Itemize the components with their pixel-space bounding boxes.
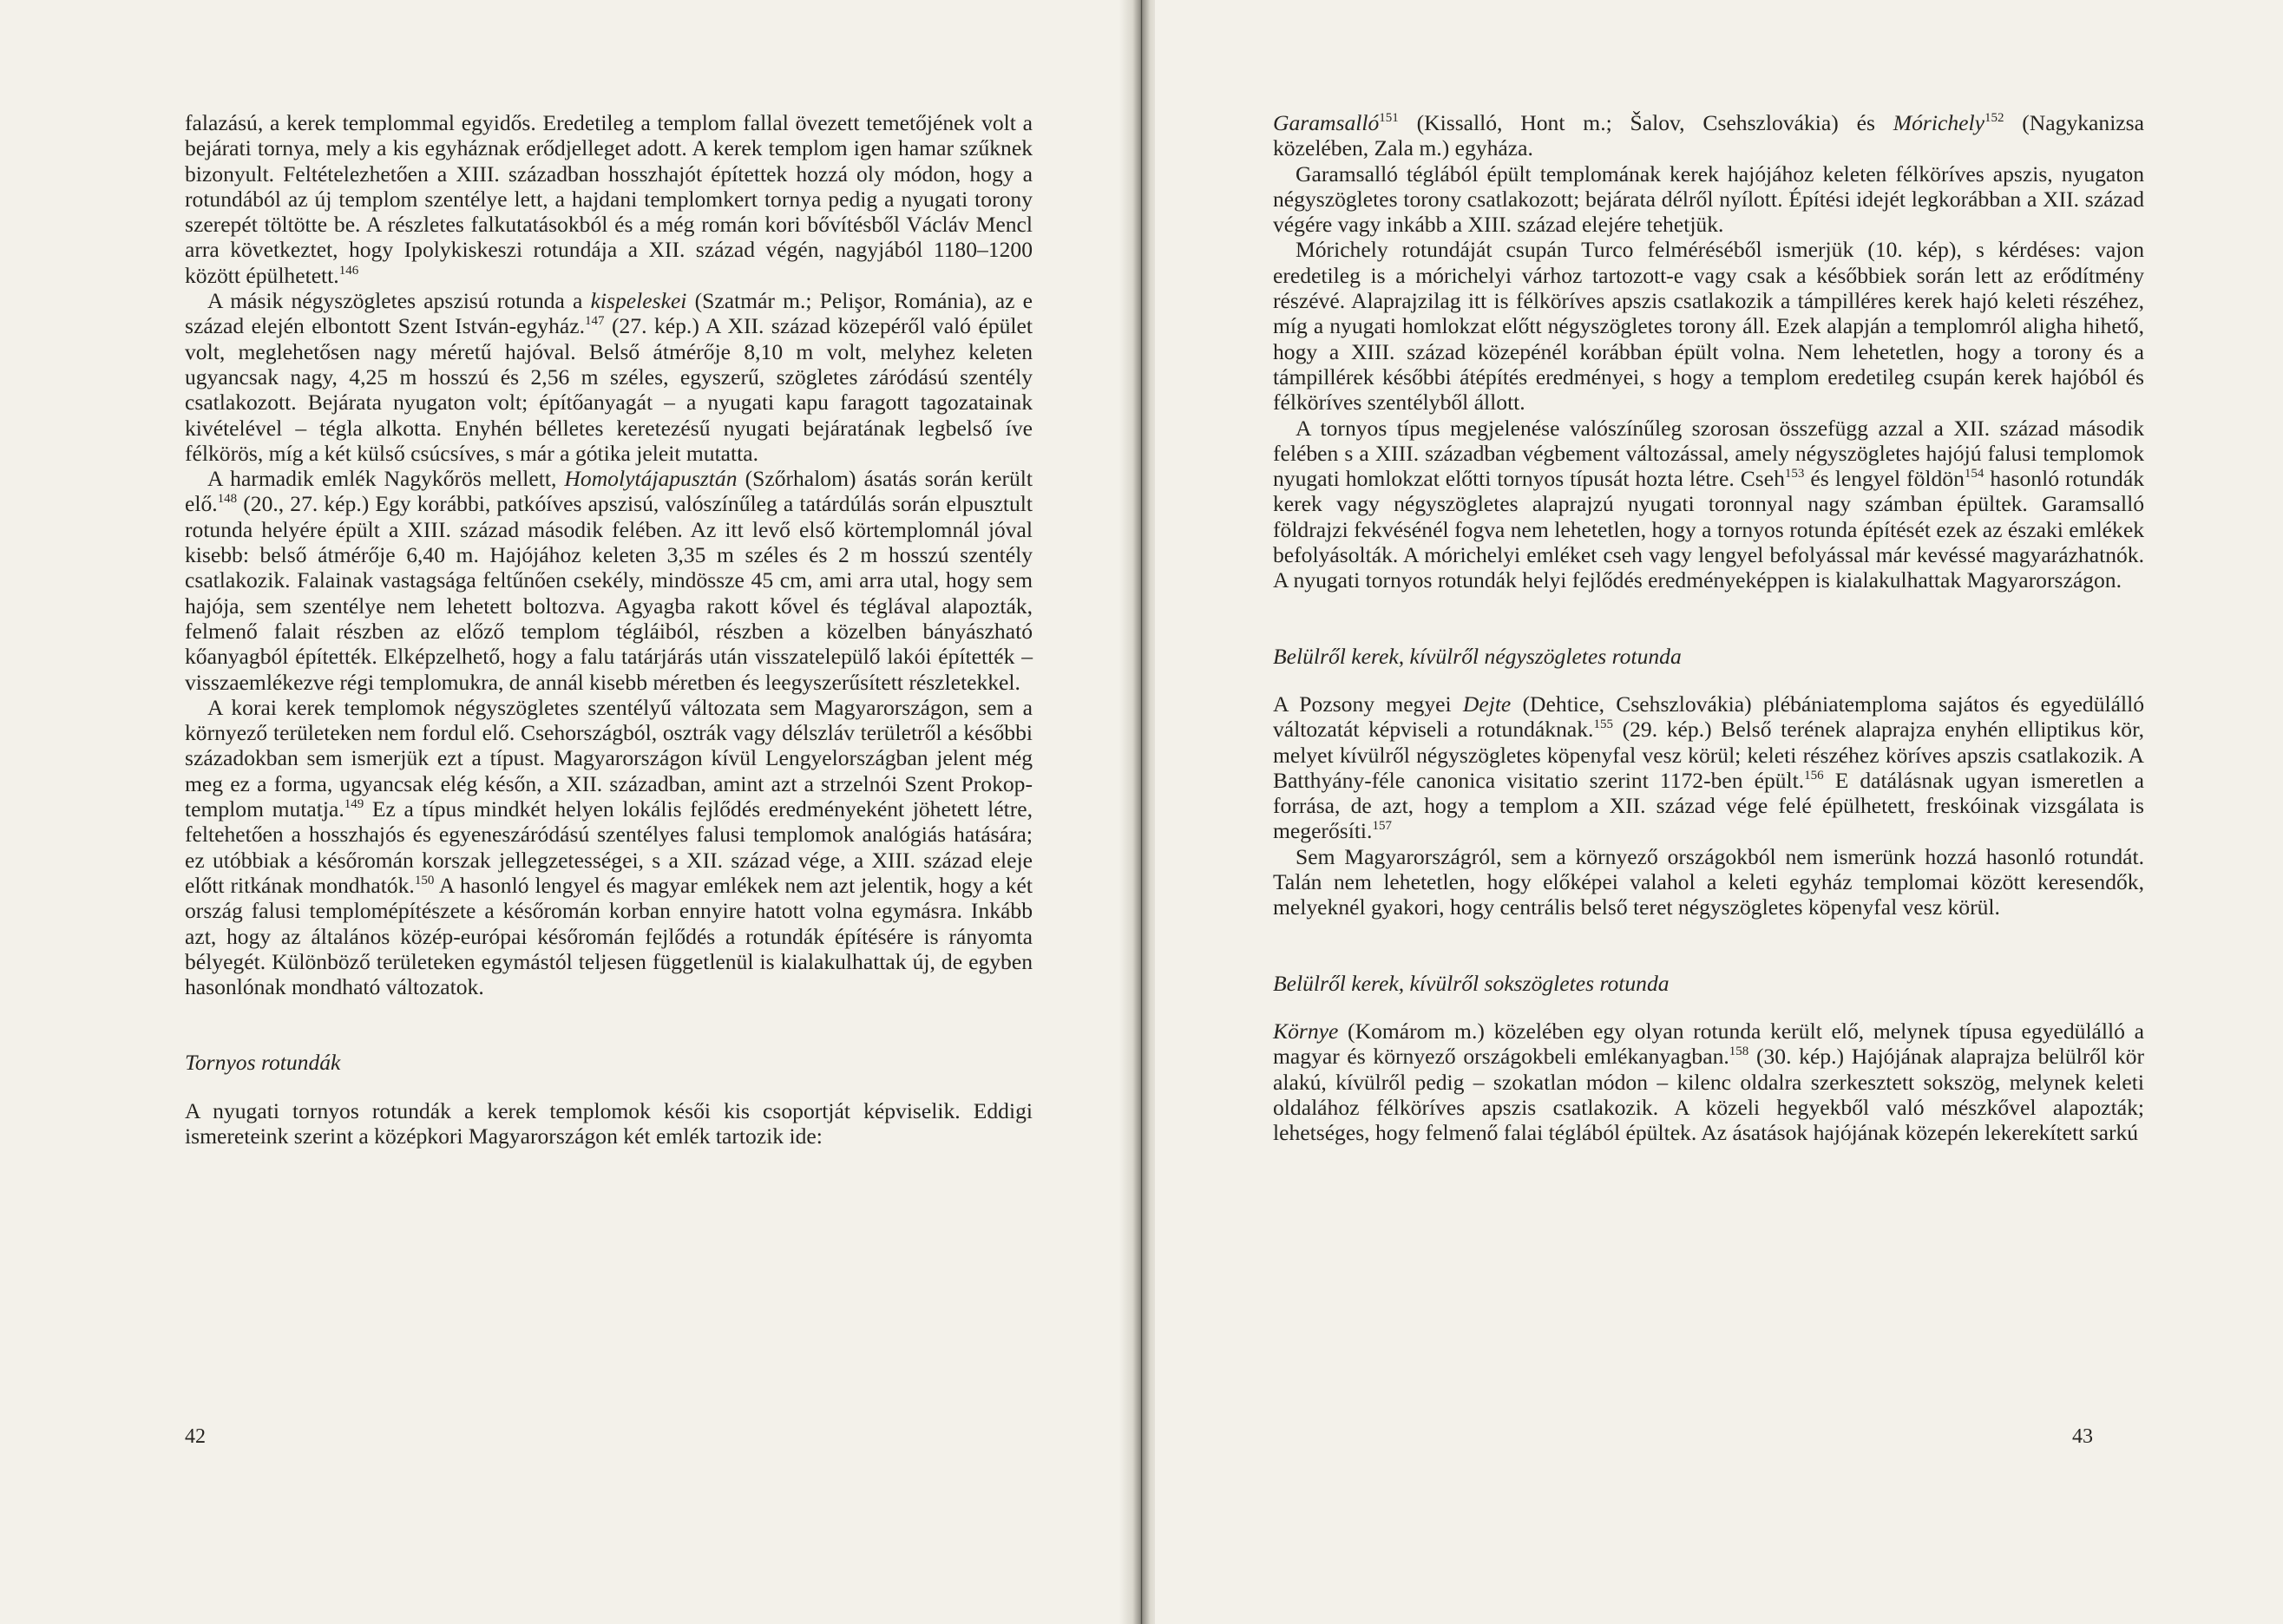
text-run: falazású, a kerek templommal egyidős. Eredetileg a templom fallal övezett temetőjének volt a bejárati tornya, mely a kis egyháznak erődjelleget adott. A kerek templom igen hamar szűknek bizonyult. Feltételezhetően a XIII. században hosszhajót építettek hozzá oly módon, hogy a rotundából az új templom szentélye lett, a hajdani templomkert tornya pedig a nyugati torony szerepét töltötte be. A részletes falkutatásokból és a még román kori bővítésből Václáv Mencl arra következtet, hogy Ipolykiskeszi rotundája a XII. század végén, nagyjából 1180–1200 között épülhetett. <box>185 110 1033 288</box>
body-paragraph <box>1273 1018 2144 1145</box>
text-run: Sem Magyarországról, sem a környező országokból nem ismerünk hozzá hasonló rotundát. Talán nem lehetetlen, hogy előképei valahol a keleti egyház templomai között keresendők, melyeknél gyakori, hogy centrális belső teret négyszögletes köpenyfal vesz körül. <box>1273 843 2144 920</box>
footnote-ref: 151 <box>1379 111 1399 125</box>
page-number-right: 43 <box>2072 1425 2093 1448</box>
right-text-column <box>1273 110 2144 1145</box>
body-paragraph <box>185 695 1033 1000</box>
left-page <box>0 0 1128 1624</box>
body-paragraph <box>1273 844 2144 920</box>
text-run: E datálásnak ugyan ismeretlen a forrása, de azt, hogy a templom a XII. század vége felé épülhetett, freskóinak vizsgálata is megerősíti. <box>1273 767 2144 844</box>
footnote-ref: 150 <box>414 873 435 887</box>
left-text-column <box>185 110 1033 1149</box>
body-paragraph <box>1273 110 2144 161</box>
italic-term: Dejte <box>1462 691 1512 717</box>
text-run: (20., 27. kép.) Egy korábbi, patkóíves apszisú, valószínűleg a tatárdúlás során elpusztult rotunda helyére épült a XIII. század második felében. Az itt levő első körtemplomnál jóval kisebb: belső átmérője 6,40 m. Hajójához keleten 3,35 m széles és 2 m hosszú szentély csatlakozik. Falainak vastagsága feltűnően csekély, mindössze 45 cm, ami arra utal, hogy sem hajója, sem szentélye nem lehetett boltozva. Agyagba rakott kővel és téglával alapozták, felmenő falait részben az előző templom tégláiból, részben a közelben bányászható kőanyagból építették. Elképzelhető, hogy a falu tatárjárás után visszatelepülő lakói építették – visszaemlékezve régi templomukra, de annál kisebb méretben és leegyszerűsített részletekkel. <box>185 491 1033 695</box>
footnote-ref: 157 <box>1372 819 1392 834</box>
body-paragraph <box>1273 691 2144 844</box>
text-run: Ez a típus mindkét helyen lokális fejlődés eredményeként jöhetett létre, feltehetően a hosszhajós és egyeneszáródású szentélyes falusi templomok analógiás hatására; ez utóbbiak a későromán korszak jellegzetességei, s a XII. század vége, a XIII. század eleje előtt ritkának mondhatók. <box>185 796 1033 898</box>
footnote-ref: 153 <box>1784 467 1805 481</box>
italic-term: Garamsalló <box>1273 110 1380 135</box>
text-run: A harmadik emlék Nagykőrös mellett, <box>207 466 565 492</box>
text-run: A korai kerek templomok négyszögletes szentélyű változata sem Magyarországon, sem a környező területeken nem fordul elő. Csehországból, osztrák vagy délszláv területről a későbbi századokban sem ismerjük ezt a típust. Magyarországon kívül Lengyelországban jelent még meg ez a forma, ugyancsak elég későn, a XII. században, amint azt a strzelnói Szent Prokop-templom mutatja. <box>185 694 1033 822</box>
footnote-ref: 149 <box>344 797 364 812</box>
right-body-bottom <box>1273 1018 2144 1145</box>
text-run: (29. kép.) Belső terének alaprajza enyhén elliptikus kör, melyet kívülről négyszögletes köpenyfal vesz körül; keleti részéhez köríves apszis csatlakozik. A Batthyány-féle canonica visitatio szerint 1172-ben épült. <box>1273 717 2145 793</box>
italic-term: Homolytájapusztán <box>564 466 738 492</box>
text-run: (Szőrhalom) ásatás során került elő. <box>185 466 1033 517</box>
footnote-ref: 155 <box>1593 717 1613 732</box>
footnote-ref: 147 <box>585 314 605 329</box>
text-run: (30. kép.) Hajójának alaprajza belülről kör alakú, kívülről pedig – szokatlan módon – kilenc oldalra szerkesztett sokszög, melynek keleti oldalához félköríves apszis csatlakozik. A közeli hegyekből való mészkővel alapozták; lehetséges, hogy felmenő falai téglából épültek. Az ásatások hajójának közepén lekerekített sarkú <box>1273 1044 2144 1146</box>
text-run: (Szatmár m.; Pelişor, Románia), az e század elején elbontott Szent István-egyház. <box>185 288 1033 339</box>
body-paragraph <box>185 288 1033 466</box>
body-paragraph <box>1273 161 2144 238</box>
section-heading-sokszogletes: Belülről kerek, kívülről sokszögletes rotunda <box>1273 970 1670 996</box>
text-run: (Kissalló, Hont m.; Šalov, Csehszlovákia) és <box>1398 110 1893 135</box>
body-paragraph <box>185 1098 1033 1149</box>
text-run: hasonló rotundák kerek vagy négyszögletes alaprajzú nyugati toronnyal nagy számban épültek. Garamsalló földrajzi fekvésénél fogva nem lehetetlen, hogy a tornyos rotunda építését ezek az északi emlékek befolyásolták. A mórichelyi emléket cseh vagy lengyel befolyással már kevéssé magyarázhatnók. A nyugati tornyos rotundák helyi fejlődés eredményeképpen is kialakulhattak Magyarországon. <box>1273 466 2144 593</box>
text-run: (Komárom m.) közelében egy olyan rotunda került elő, melynek típusa egyedülálló a magyar és környező országokbeli emlékanyagban. <box>1273 1018 2144 1070</box>
text-run: A nyugati tornyos rotundák a kerek templomok késői kis csoportját képviselik. Eddigi ismereteink szerint a középkori Magyarországon két emlék tartozik ide: <box>185 1097 1033 1149</box>
footnote-ref: 154 <box>1964 467 1985 481</box>
right-body-top <box>1273 110 2144 593</box>
text-run: A Pozsony megyei <box>1273 691 1463 717</box>
section-heading-tornyos: Tornyos rotundák <box>185 1050 341 1076</box>
text-run: Mórichely rotundáját csupán Turco felméréséből ismerjük (10. kép), s kérdéses: vajon eredetileg is a mórichelyi várhoz tartozott-e vagy csak a későbbiek során lett az erődítmény részévé. Alaprajzilag itt is félköríves apszis csatlakozik a támpilléres kerek hajó keleti részéhez, míg a nyugati homlokzat előtt négyszögletes torony áll. Ezek alapján a templomról aligha hihető, hogy a XIII. század közepénél korábban épült volna. Nem lehetetlen, hogy a torony és a támpillérek későbbi átépítés eredményei, s hogy a templom eredetileg csupán kerek hajóból és félköríves szentélyből állott. <box>1273 237 2144 416</box>
footnote-ref: 156 <box>1804 768 1824 783</box>
left-body-bottom <box>185 1098 1033 1149</box>
text-run: A tornyos típus megjelenése valószínűleg szorosan összefügg azzal a XII. század második felében s a XIII. században végbement változással, amely négyszögletes hajójú falusi templomok nyugati homlokzat előtti tornyos típusát hozta létre. Cseh <box>1273 415 2144 492</box>
text-run: (Nagykanizsa közelében, Zala m.) egyháza. <box>1273 110 2144 161</box>
body-paragraph <box>1273 237 2144 415</box>
page-number-left: 42 <box>185 1425 206 1448</box>
italic-term: kispeleskei <box>590 288 687 314</box>
body-paragraph <box>185 466 1033 695</box>
section-heading-negyszogletes: Belülről kerek, kívülről négyszögletes rotunda <box>1273 643 1682 669</box>
text-run: Garamsalló téglából épült templomának kerek hajójához keleten félköríves apszis, nyugaton négyszögletes torony csatlakozott; bejárata délről nyílott. Építési idejét legkorábban a XII. század végére vagy inkább a XIII. század elejére tehetjük. <box>1273 160 2144 238</box>
body-paragraph <box>1273 416 2144 593</box>
footnote-ref: 148 <box>217 492 238 507</box>
footnote-ref: 152 <box>1984 111 2004 125</box>
footnote-ref: 158 <box>1729 1044 1749 1059</box>
left-body-top <box>185 110 1033 999</box>
right-page <box>1155 0 2283 1624</box>
text-run: A másik négyszögletes apszisú rotunda a <box>207 288 591 314</box>
footnote-ref: 146 <box>338 263 359 278</box>
right-body-middle <box>1273 691 2144 920</box>
text-run: (27. kép.) A XII. század közepéről való épület volt, meglehetősen nagy méretű hajóval. Belső átmérője 8,10 m volt, melyhez keleten ugyancsak nagy, 4,25 m hosszú és 2,56 m széles, egyszerű, szögletes záródású szentély csatlakozott. Bejárata nyugaton volt; építőanyagát – a nyugati kapu faragott tagozatainak kivételével – tégla alkotta. Enyhén bélletes keretezésű nyugati bejáratának legbelső íve félkörös, míg a két külső csúcsíves, s már a gótika jeleit mutatta. <box>185 313 1033 466</box>
italic-term: Környe <box>1273 1018 1339 1044</box>
text-run: (Dehtice, Csehszlovákia) plébániatemploma sajátos és egyedülálló változatát képviseli a rotundáknak. <box>1273 691 2144 743</box>
italic-term: Mórichely <box>1893 110 1985 135</box>
text-run: A hasonló lengyel és magyar emlékek nem azt jelentik, hogy a két ország falusi templomépítészete a későromán korban ennyire hatott volna egymásra. Inkább azt, hogy az általános közép-európai későromán fejlődés a rotundák építésére is rányomta bélyegét. Különböző területeken egymástól teljesen függetlenül is kialakulhattak új, de egyben hasonlónak mondható változatok. <box>185 872 1033 1000</box>
body-paragraph <box>185 110 1033 288</box>
text-run: és lengyel földön <box>1804 466 1965 492</box>
